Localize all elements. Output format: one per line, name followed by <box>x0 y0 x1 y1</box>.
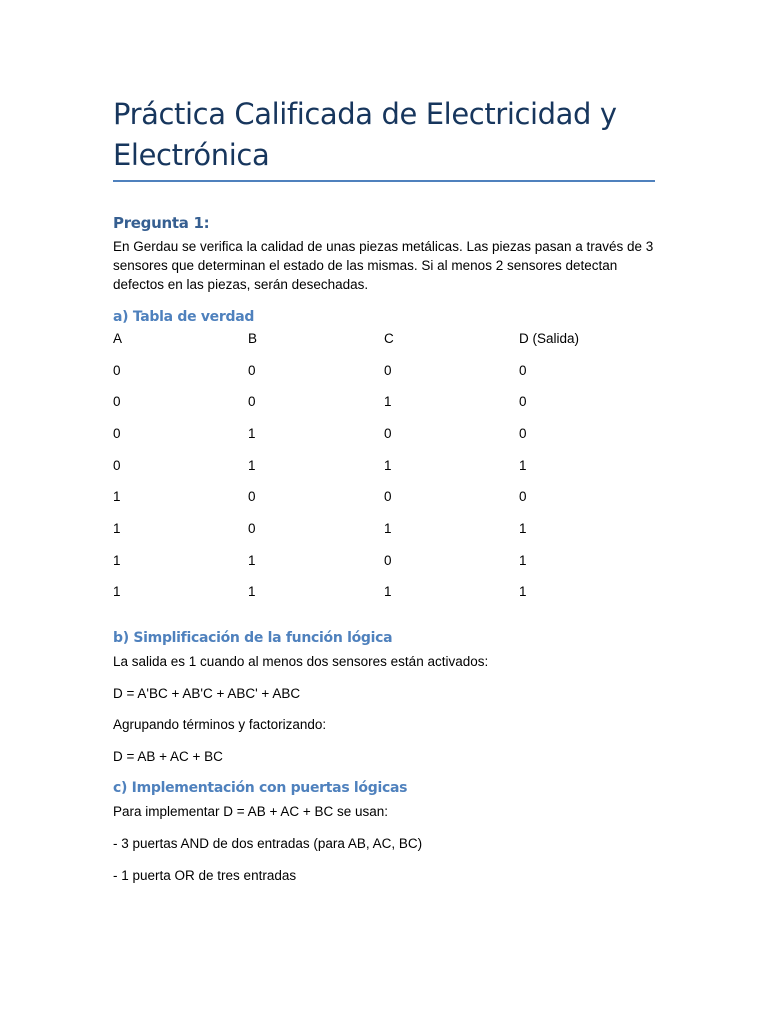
table-cell: 1 <box>384 521 392 536</box>
section-b-paragraph: D = AB + AC + BC <box>113 749 223 764</box>
table-cell: 0 <box>113 394 121 409</box>
table-cell: 1 <box>248 426 256 441</box>
table-header-a: A <box>113 331 123 346</box>
section-c-paragraph: - 1 puerta OR de tres entradas <box>113 868 297 883</box>
table-cell: 0 <box>248 394 256 409</box>
table-cell: 0 <box>248 363 256 378</box>
table-header-d: D (Salida) <box>519 331 580 346</box>
table-cell: 0 <box>113 363 121 378</box>
table-cell: 0 <box>384 426 392 441</box>
table-cell: 0 <box>519 426 527 441</box>
table-cell: 1 <box>113 489 121 504</box>
table-cell: 0 <box>113 458 121 473</box>
table-cell: 1 <box>519 553 527 568</box>
table-cell: 1 <box>384 394 392 409</box>
table-cell: 0 <box>248 521 256 536</box>
table-cell: 0 <box>519 489 527 504</box>
table-cell: 0 <box>248 489 256 504</box>
table-cell: 1 <box>384 584 392 599</box>
table-cell: 0 <box>384 363 392 378</box>
table-cell: 1 <box>519 521 527 536</box>
table-cell: 0 <box>519 363 527 378</box>
section-c-paragraph: Para implementar D = AB + AC + BC se usan: <box>113 804 389 819</box>
table-cell: 1 <box>248 458 256 473</box>
table-cell: 1 <box>113 521 121 536</box>
section-a-heading: a) Tabla de verdad <box>113 309 255 325</box>
section-b-paragraph: Agrupando términos y factorizando: <box>113 717 327 732</box>
table-cell: 1 <box>384 458 392 473</box>
title-underline <box>113 180 655 182</box>
table-header-b: B <box>248 331 258 346</box>
question-heading: Pregunta 1: <box>113 214 210 232</box>
section-b-heading: b) Simplificación de la función lógica <box>113 630 393 646</box>
table-cell: 1 <box>113 584 121 599</box>
table-cell: 0 <box>519 394 527 409</box>
table-cell: 0 <box>384 553 392 568</box>
section-b-paragraph: La salida es 1 cuando al menos dos sensores están activados: <box>113 654 489 669</box>
table-cell: 1 <box>519 584 527 599</box>
section-c-paragraph: - 3 puertas AND de dos entradas (para AB, AC, BC) <box>113 836 423 851</box>
table-header-c: C <box>384 331 394 346</box>
table-cell: 1 <box>248 553 256 568</box>
table-cell: 1 <box>519 458 527 473</box>
table-cell: 0 <box>113 426 121 441</box>
table-cell: 1 <box>248 584 256 599</box>
section-b-paragraph: D = A'BC + AB'C + ABC' + ABC <box>113 686 301 701</box>
table-cell: 1 <box>113 553 121 568</box>
document-title: Práctica Calificada de Electricidad y Electrónica <box>113 97 617 172</box>
section-c-heading: c) Implementación con puertas lógicas <box>113 780 408 796</box>
question-text: En Gerdau se verifica la calidad de unas piezas metálicas. Las piezas pasan a través de 3 sensores que determinan el estado de las mismas. Si al menos 2 sensores detectan defectos en las piezas, serán desechadas. <box>113 239 654 292</box>
table-cell: 0 <box>384 489 392 504</box>
